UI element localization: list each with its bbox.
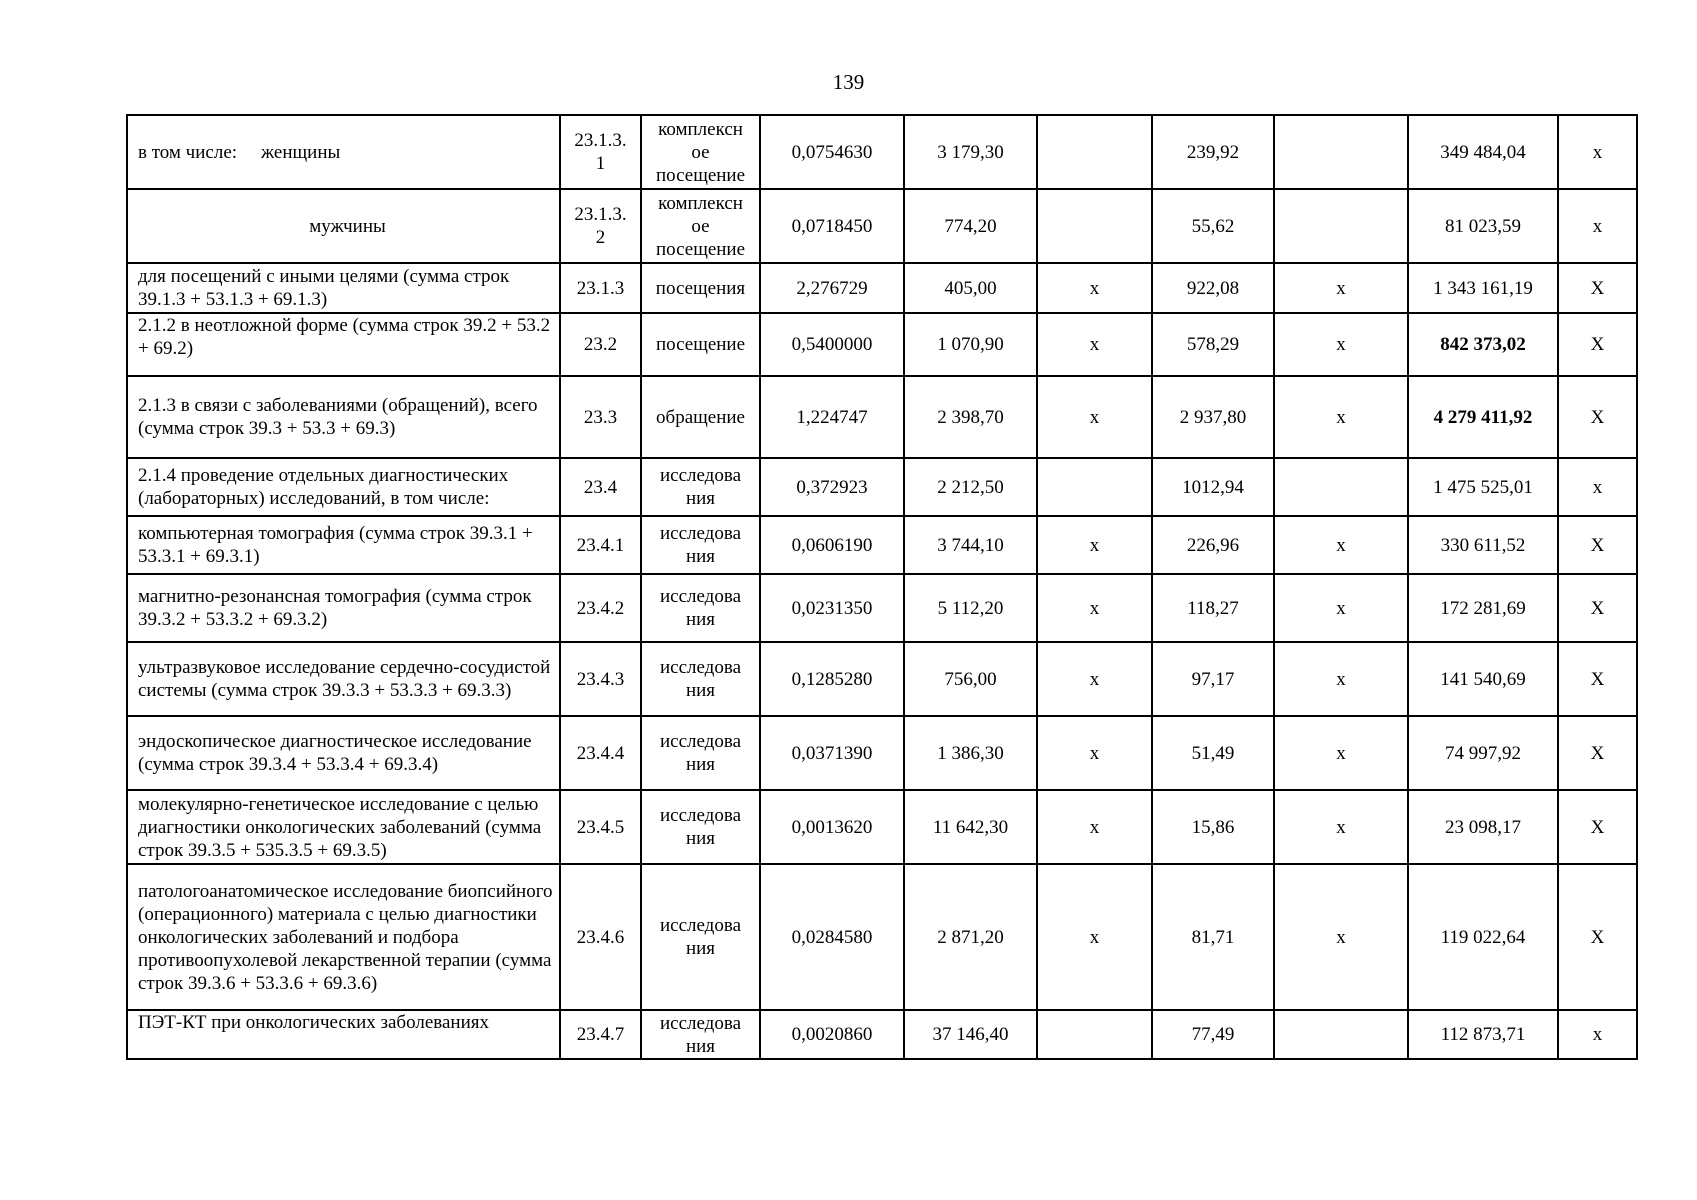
row-last: х xyxy=(1558,115,1637,189)
row-name: 2.1.2 в неотложной форме (сумма строк 39.2 + 53.2 + 69.2) xyxy=(127,313,560,376)
row-last: х xyxy=(1558,458,1637,516)
row-code: 23.1.3. 2 xyxy=(560,189,641,263)
row-last: Х xyxy=(1558,516,1637,574)
row-last: Х xyxy=(1558,313,1637,376)
row-per-capita: 239,92 xyxy=(1152,115,1274,189)
table-row xyxy=(127,458,1637,516)
row-last: х xyxy=(1558,1010,1637,1059)
row-name-cell xyxy=(127,115,560,189)
row-norm: 0,0606190 xyxy=(760,516,904,574)
row-col7: х xyxy=(1037,790,1152,864)
row-cost: 756,00 xyxy=(904,642,1037,716)
row-col9: х xyxy=(1274,642,1408,716)
row-col7 xyxy=(1037,189,1152,263)
row-code: 23.4.2 xyxy=(560,574,641,642)
page-number: 139 xyxy=(832,70,865,94)
row-unit: исследова ния xyxy=(641,790,760,864)
row-col7: х xyxy=(1037,574,1152,642)
row-last: Х xyxy=(1558,263,1637,313)
row-total: 349 484,04 xyxy=(1408,115,1558,189)
row-cost: 3 744,10 xyxy=(904,516,1037,574)
row-name: 2.1.4 проведение отдельных диагностических (лабораторных) исследований, в том числе: xyxy=(127,458,560,516)
row-cost: 11 642,30 xyxy=(904,790,1037,864)
row-cost: 2 398,70 xyxy=(904,376,1037,458)
row-name: для посещений с иными целями (сумма строк 39.1.3 + 53.1.3 + 69.1.3) xyxy=(127,263,560,313)
data-table xyxy=(126,114,1638,1060)
row-unit: комплексн ое посещение xyxy=(641,189,760,263)
row-code: 23.4.5 xyxy=(560,790,641,864)
row-unit: исследова ния xyxy=(641,864,760,1010)
row-col9: х xyxy=(1274,790,1408,864)
row-unit: обращение xyxy=(641,376,760,458)
row-col9: х xyxy=(1274,574,1408,642)
row-unit: посещение xyxy=(641,313,760,376)
table-row xyxy=(127,716,1637,790)
row-code: 23.4 xyxy=(560,458,641,516)
table-row xyxy=(127,642,1637,716)
row-col9: х xyxy=(1274,263,1408,313)
row-per-capita: 55,62 xyxy=(1152,189,1274,263)
row-unit: посещения xyxy=(641,263,760,313)
row-col7: х xyxy=(1037,376,1152,458)
row-last: Х xyxy=(1558,642,1637,716)
row-cost: 5 112,20 xyxy=(904,574,1037,642)
row-col9: х xyxy=(1274,864,1408,1010)
row-code: 23.4.1 xyxy=(560,516,641,574)
row-code: 23.3 xyxy=(560,376,641,458)
row-cost: 2 871,20 xyxy=(904,864,1037,1010)
row-norm: 0,0754630 xyxy=(760,115,904,189)
row-code: 23.1.3. 1 xyxy=(560,115,641,189)
row-unit: исследова ния xyxy=(641,458,760,516)
row-last: Х xyxy=(1558,376,1637,458)
table-row xyxy=(127,1010,1637,1059)
row-total: 141 540,69 xyxy=(1408,642,1558,716)
row-per-capita: 81,71 xyxy=(1152,864,1274,1010)
row-col7 xyxy=(1037,115,1152,189)
row-cost: 774,20 xyxy=(904,189,1037,263)
row-norm: 0,372923 xyxy=(760,458,904,516)
row-col7 xyxy=(1037,458,1152,516)
row-name: ультразвуковое исследование сердечно-сосудистой системы (сумма строк 39.3.3 + 53.3.3 + 69.3.3) xyxy=(127,642,560,716)
row-per-capita: 51,49 xyxy=(1152,716,1274,790)
row-norm: 0,0013620 xyxy=(760,790,904,864)
row-col9 xyxy=(1274,1010,1408,1059)
row-name: компьютерная томография (сумма строк 39.3.1 + 53.3.1 + 69.3.1) xyxy=(127,516,560,574)
row-total: 1 475 525,01 xyxy=(1408,458,1558,516)
row-code: 23.4.3 xyxy=(560,642,641,716)
row-name: женщины xyxy=(261,141,341,163)
row-name: ПЭТ-КТ при онкологических заболеваниях xyxy=(127,1010,560,1059)
row-total: 172 281,69 xyxy=(1408,574,1558,642)
row-total: 74 997,92 xyxy=(1408,716,1558,790)
row-code: 23.4.4 xyxy=(560,716,641,790)
row-code: 23.4.6 xyxy=(560,864,641,1010)
row-col9: х xyxy=(1274,716,1408,790)
row-col7: х xyxy=(1037,864,1152,1010)
row-per-capita: 15,86 xyxy=(1152,790,1274,864)
row-name: эндоскопическое диагностическое исследование (сумма строк 39.3.4 + 53.3.4 + 69.3.4) xyxy=(127,716,560,790)
row-per-capita: 578,29 xyxy=(1152,313,1274,376)
row-total: 1 343 161,19 xyxy=(1408,263,1558,313)
row-norm: 0,1285280 xyxy=(760,642,904,716)
row-col9 xyxy=(1274,189,1408,263)
row-norm: 1,224747 xyxy=(760,376,904,458)
row-cost: 3 179,30 xyxy=(904,115,1037,189)
row-code: 23.1.3 xyxy=(560,263,641,313)
row-norm: 0,0371390 xyxy=(760,716,904,790)
row-unit: исследова ния xyxy=(641,574,760,642)
row-cost: 1 386,30 xyxy=(904,716,1037,790)
row-norm: 0,0231350 xyxy=(760,574,904,642)
row-last: х xyxy=(1558,189,1637,263)
table-row xyxy=(127,115,1637,189)
row-total: 81 023,59 xyxy=(1408,189,1558,263)
row-name: мужчины xyxy=(127,189,560,263)
row-unit: исследова ния xyxy=(641,716,760,790)
row-name: магнитно-резонансная томография (сумма строк 39.3.2 + 53.3.2 + 69.3.2) xyxy=(127,574,560,642)
table-row xyxy=(127,189,1637,263)
row-col9: х xyxy=(1274,516,1408,574)
row-per-capita: 1012,94 xyxy=(1152,458,1274,516)
row-col7: х xyxy=(1037,263,1152,313)
row-col9: х xyxy=(1274,376,1408,458)
row-code: 23.4.7 xyxy=(560,1010,641,1059)
table-row xyxy=(127,313,1637,376)
row-cost: 1 070,90 xyxy=(904,313,1037,376)
row-name: 2.1.3 в связи с заболеваниями (обращений), всего (сумма строк 39.3 + 53.3 + 69.3) xyxy=(127,376,560,458)
table-row xyxy=(127,516,1637,574)
row-cost: 37 146,40 xyxy=(904,1010,1037,1059)
row-unit: комплексн ое посещение xyxy=(641,115,760,189)
row-unit: исследова ния xyxy=(641,516,760,574)
row-per-capita: 226,96 xyxy=(1152,516,1274,574)
table-row xyxy=(127,263,1637,313)
row-col7: х xyxy=(1037,313,1152,376)
row-per-capita: 922,08 xyxy=(1152,263,1274,313)
row-last: Х xyxy=(1558,790,1637,864)
row-per-capita: 2 937,80 xyxy=(1152,376,1274,458)
row-total: 330 611,52 xyxy=(1408,516,1558,574)
row-col9: х xyxy=(1274,313,1408,376)
table-row xyxy=(127,574,1637,642)
row-col7: х xyxy=(1037,516,1152,574)
row-unit: исследова ния xyxy=(641,1010,760,1059)
row-norm: 2,276729 xyxy=(760,263,904,313)
row-per-capita: 118,27 xyxy=(1152,574,1274,642)
row-code: 23.2 xyxy=(560,313,641,376)
row-per-capita: 97,17 xyxy=(1152,642,1274,716)
row-norm: 0,0020860 xyxy=(760,1010,904,1059)
row-total: 119 022,64 xyxy=(1408,864,1558,1010)
row-total: 842 373,02 xyxy=(1408,313,1558,376)
row-unit: исследова ния xyxy=(641,642,760,716)
row-col7: х xyxy=(1037,716,1152,790)
row-cost: 405,00 xyxy=(904,263,1037,313)
row-norm: 0,0284580 xyxy=(760,864,904,1010)
table-row xyxy=(127,790,1637,864)
row-total: 112 873,71 xyxy=(1408,1010,1558,1059)
row-last: Х xyxy=(1558,574,1637,642)
row-last: Х xyxy=(1558,716,1637,790)
row-cost: 2 212,50 xyxy=(904,458,1037,516)
row-norm: 0,5400000 xyxy=(760,313,904,376)
row-last: Х xyxy=(1558,864,1637,1010)
row-col9 xyxy=(1274,458,1408,516)
row-total: 23 098,17 xyxy=(1408,790,1558,864)
row-total: 4 279 411,92 xyxy=(1408,376,1558,458)
row-norm: 0,0718450 xyxy=(760,189,904,263)
row-col7: х xyxy=(1037,642,1152,716)
row-name: молекулярно-генетическое исследование с целью диагностики онкологических заболеваний (сумма строк 39.3.5 + 535.3.5 + 69.3.5) xyxy=(127,790,560,864)
table-row xyxy=(127,376,1637,458)
row-name-prefix: в том числе: xyxy=(138,141,238,163)
row-col9 xyxy=(1274,115,1408,189)
row-col7 xyxy=(1037,1010,1152,1059)
table-row xyxy=(127,864,1637,1010)
row-per-capita: 77,49 xyxy=(1152,1010,1274,1059)
row-name: патологоанатомическое исследование биопсийного (операционного) материала с целью диагностики онкологических заболеваний и подбора противоопухолевой лекарственной терапии (сумма строк 39.3.6 + 53.3.6 + 69.3.6) xyxy=(127,864,560,1010)
